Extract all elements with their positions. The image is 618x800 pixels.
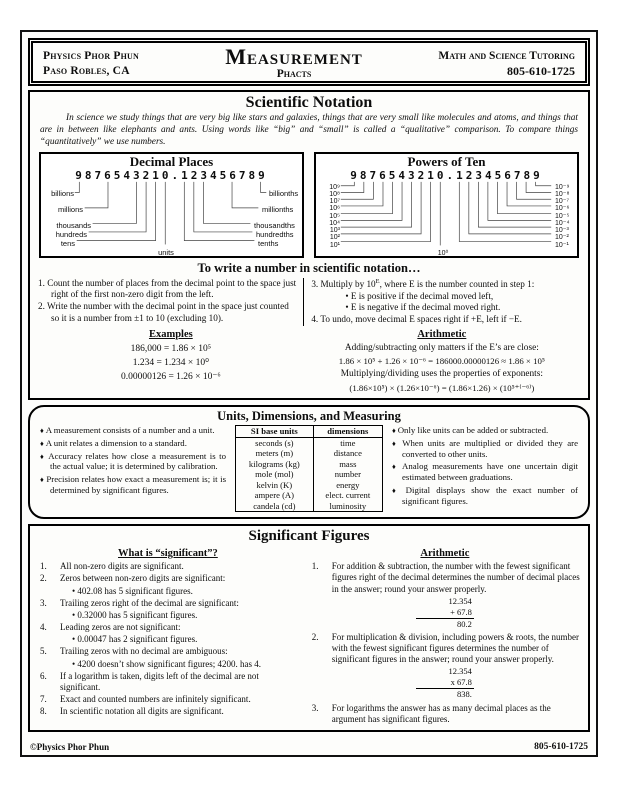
step-2 (38, 301, 296, 324)
power-label-10e4: 10⁴ (329, 219, 340, 227)
diagram-row (39, 152, 579, 258)
decimal-label-thousandths: thousandths (254, 220, 295, 230)
rule-text: Leading zeros are not significant: (60, 622, 181, 633)
si-unit-cell: kilograms (kg) (248, 458, 300, 469)
decimal-label-tens: tens (60, 238, 75, 248)
power-label-10e5: 10⁵ (329, 212, 340, 220)
step-3-bullet-2: • E is negative if the decimal moved right. (311, 302, 580, 313)
power-label-10e8: 10⁸ (329, 190, 340, 198)
decimal-places-title: Decimal Places (129, 153, 214, 169)
step-1-number: 1. (38, 277, 45, 288)
units-bullet-accuracy: ♦ Accuracy relates how close a measurement is to the actual value; it is determined by calibration. (40, 451, 226, 472)
rule-number: 2. (311, 631, 319, 642)
sigfig-rule-5-example: • 4200 doesn’t show significant figures; 4200. has 4. (38, 659, 298, 670)
sigfig-rule-4-example: • 0.00047 has 2 significant figures. (38, 634, 298, 645)
units-bullet-measurement: ♦ A measurement consists of a number and a unit. (40, 425, 226, 436)
power-label-10e0: 10⁰ (437, 249, 449, 257)
decimal-label-millionths: millionths (262, 204, 294, 214)
rule-text: In scientific notation all digits are significant. (60, 706, 224, 717)
units-bullet-multiplied: ♦ When units are multiplied or divided they are converted to other units. (392, 438, 578, 459)
examples-arithmetic-row (38, 328, 580, 394)
si-unit-cell: candela (cd) (253, 500, 296, 511)
rule-number: 5. (40, 646, 47, 657)
arithmetic-block (304, 328, 580, 394)
steps-left-column (38, 278, 303, 327)
sigfig-rule-4 (38, 622, 298, 633)
sigfig-rule-3-example: • 0.32000 has 5 significant figures. (38, 610, 298, 621)
worksheet-page (20, 30, 598, 757)
significant-figures-section (28, 524, 590, 731)
step-4-text: To undo, move decimal E spaces right if +E, left if −E. (320, 313, 522, 324)
powers-of-ten-title: Powers of Ten (407, 153, 486, 169)
footer-phone-number: 805-610-1725 (534, 742, 588, 752)
step-1-text: Count the number of places from the decimal point to the space just right of the first non-zero digit from the left. (47, 277, 297, 299)
what-is-significant-heading: What is “significant”? (118, 547, 218, 559)
header-center (201, 46, 387, 82)
sigfigs-left-column (38, 547, 298, 726)
power-label-10e-4: 10⁻⁴ (555, 219, 570, 227)
sigfig-rule-7 (38, 694, 298, 705)
intro-paragraph: In science we study things that are very big like stars and galaxies, things that are very small like molecules and atoms, and things that are in between like elephants and ants. Using words like “big” and “small” is called a “qualitative” comparison. To compare things “quantitatively” we use numbers. (40, 113, 578, 147)
power-label-10e6: 10⁶ (329, 204, 340, 212)
dimension-cell: energy (313, 480, 382, 490)
power-label-10e-2: 10⁻² (555, 233, 569, 241)
multiplication-work-example (416, 666, 474, 700)
step-3-number: 3. (311, 278, 319, 289)
table-row (236, 448, 383, 458)
phone-number: 805-610-1725 (507, 64, 575, 79)
decimal-label-hundreds: hundreds (55, 229, 87, 239)
power-label-10e-6: 10⁻⁶ (555, 204, 570, 212)
powers-of-ten-diagram (314, 152, 579, 258)
example-1: 186,000 = 1.86 × 10⁵ (130, 343, 212, 354)
power-label-10e-1: 10⁻¹ (555, 241, 569, 249)
sigfig-rule-6 (38, 671, 298, 693)
work-result: 80.2 (457, 618, 472, 629)
power-label-10e7: 10⁷ (329, 197, 340, 205)
si-unit-cell: ampere (A) (254, 490, 295, 501)
header (28, 38, 590, 86)
example-2: 1.234 = 1.234 × 10⁰ (132, 358, 209, 369)
sigfig-rule-8 (38, 706, 298, 717)
sigfigs-arithmetic-heading: Arithmetic (420, 547, 470, 559)
rule-number: 1. (311, 561, 319, 572)
example-3: 0.00000126 = 1.26 × 10⁻⁶ (120, 372, 221, 383)
si-table-header-row (236, 426, 383, 438)
units-bullet-unit: ♦ A unit relates a dimension to a standard. (40, 438, 226, 449)
decimal-label-billionths: billionths (269, 188, 299, 198)
table-row (236, 480, 383, 490)
sigfigs-right-column (310, 547, 580, 726)
dimension-cell: time (313, 438, 382, 449)
power-label-10e-9: 10⁻⁹ (555, 183, 570, 191)
power-label-10e-7: 10⁻⁷ (555, 197, 570, 205)
sigfig-rule-2-example: • 402.08 has 5 significant figures. (38, 586, 298, 597)
rule-number: 2. (40, 573, 47, 584)
step-3-bullet-1: • E is positive if the decimal moved left, (311, 291, 580, 302)
work-operand-2: + 67.8 (416, 607, 474, 619)
scientific-notation-section (28, 90, 590, 400)
step-3 (311, 278, 580, 290)
decimal-label-billions: billions (51, 188, 74, 198)
rule-number: 3. (40, 597, 47, 608)
sigfig-rule-5 (38, 646, 298, 657)
step-1 (38, 278, 296, 301)
units-right-bullets (392, 425, 578, 512)
arith-rule-1 (310, 561, 580, 594)
org-name: Physics Phor Phun (43, 49, 140, 62)
power-label-10e9: 10⁹ (329, 183, 340, 191)
si-unit-cell: mole (mol) (255, 469, 294, 480)
sigfig-rule-1 (38, 561, 298, 572)
power-label-10e-8: 10⁻⁸ (555, 190, 570, 198)
table-row (236, 438, 383, 449)
power-label-10e-3: 10⁻³ (555, 226, 569, 234)
units-bullet-precision: ♦ Precision relates how exact a measurement is; it is determined by significant figures. (40, 474, 226, 495)
work-operand-2: x 67.8 (416, 677, 474, 689)
examples-block (38, 328, 304, 394)
step-2-text: Write the number with the decimal point in the space just counted so it is a number from ±1 to 10 (excluding 10). (47, 301, 289, 323)
arithmetic-heading: Arithmetic (417, 329, 467, 341)
header-right (387, 49, 575, 78)
rule-number: 6. (40, 670, 47, 681)
footer (30, 742, 588, 752)
steps-right-column (303, 278, 580, 327)
sigfigs-columns (38, 547, 580, 726)
step-4 (311, 314, 580, 325)
sigfig-rule-2 (38, 573, 298, 584)
work-result: 838. (457, 689, 472, 700)
rule-number: 3. (311, 702, 319, 713)
si-units-table (235, 425, 383, 512)
rule-number: 7. (40, 694, 47, 704)
table-row (236, 469, 383, 479)
rule-text: Zeros between non-zero digits are significant: (60, 573, 226, 584)
si-units-column-header: SI base units (236, 426, 314, 438)
decimal-places-digits: 9876543210.123456789 (75, 168, 268, 182)
table-row (236, 459, 383, 469)
significant-figures-title: Significant Figures (248, 528, 370, 545)
decimal-label-millions: millions (57, 204, 83, 214)
si-units-table-wrapper (235, 425, 383, 512)
units-bullet-like-units: ♦ Only like units can be added or subtracted. (392, 425, 578, 436)
units-bullet-analog: ♦ Analog measurements have one uncertain digit estimated between graduations. (392, 461, 578, 482)
power-label-10e1: 10¹ (329, 241, 340, 249)
tutoring-label: Math and Science Tutoring (438, 50, 575, 63)
table-row (236, 490, 383, 500)
units-dimensions-section (28, 405, 590, 519)
scientific-notation-title: Scientific Notation (245, 94, 373, 111)
dimension-cell: distance (313, 448, 382, 458)
dimension-cell: number (313, 469, 382, 479)
rule-text: For addition & subtraction, the number with the fewest significant figures right of the decimal determines the number of decimal places in the answer; round your answer properly. (331, 561, 580, 594)
units-left-bullets (40, 425, 226, 512)
arith-rule-2 (310, 632, 580, 665)
si-unit-cell: seconds (s) (255, 438, 294, 448)
table-row (236, 501, 383, 512)
page-title: Measurement (225, 44, 363, 69)
rule-text: For logarithms the answer has as many decimal places as the argument has significant figures. (331, 702, 551, 724)
units-body (40, 425, 578, 512)
units-bullet-digital: ♦ Digital displays show the exact number of significant figures. (392, 485, 578, 506)
rule-text: All non-zero digits are significant. (60, 561, 184, 572)
rule-number: 4. (40, 622, 47, 633)
arithmetic-rule-add: Adding/subtracting only matters if the E’s are close: (344, 342, 539, 353)
rule-text: Trailing zeros right of the decimal are significant: (60, 597, 239, 608)
arithmetic-add-example: 1.86 × 10⁵ + 1.26 × 10⁻⁶ = 186000.00000126 ≈ 1.86 × 10⁵ (338, 356, 545, 367)
work-operand-1: 12.354 (448, 666, 472, 677)
units-section-title: Units, Dimensions, and Measuring (217, 409, 401, 424)
step-4-number: 4. (311, 313, 319, 324)
rule-text: Exact and counted numbers are infinitely significant. (60, 694, 251, 704)
org-location: Paso Robles, CA (43, 64, 130, 77)
examples-heading: Examples (148, 329, 193, 341)
dimensions-column-header: dimensions (313, 426, 382, 438)
copyright-text: ©Physics Phor Phun (30, 742, 110, 752)
arithmetic-rule-multiply: Multiplying/dividing uses the properties of exponents: (340, 369, 543, 380)
write-number-heading: To write a number in scientific notation… (197, 260, 421, 275)
dimension-cell: luminosity (313, 501, 382, 512)
rule-text: Trailing zeros with no decimal are ambiguous: (60, 646, 228, 657)
step-2-number: 2. (38, 301, 45, 312)
rule-text: If a logarithm is taken, digits left of the decimal are not significant. (60, 670, 259, 692)
notation-steps (38, 278, 580, 327)
addition-work-example (416, 596, 474, 630)
rule-text: For multiplication & division, including powers & roots, the number with the fewest significant figures determines the number of significant figures in the answer; round your answer properly. (331, 631, 580, 665)
page-subtitle: Phacts (276, 68, 312, 80)
work-operand-1: 12.354 (448, 595, 472, 606)
header-left (43, 49, 201, 79)
arithmetic-multiply-example: (1.86×10⁵) × (1.26×10⁻⁶) = (1.86×1.26) × (10⁵⁺⁽⁻⁶⁾) (349, 382, 535, 393)
power-label-10e2: 10² (329, 233, 340, 241)
si-unit-cell: kelvin (K) (256, 479, 293, 490)
powers-of-ten-digits: 9876543210.123456789 (350, 168, 543, 182)
power-label-10e-5: 10⁻⁵ (555, 212, 570, 220)
arith-rule-3 (310, 703, 580, 725)
rule-number: 1. (40, 561, 47, 572)
si-unit-cell: meters (m) (255, 448, 294, 459)
dimension-cell: elect. current (313, 490, 382, 500)
dimension-cell: mass (313, 459, 382, 469)
rule-number: 8. (40, 706, 47, 717)
sigfig-rule-3 (38, 598, 298, 609)
step-3-text-pre: Multiply by 10 (320, 278, 376, 289)
step-3-exponent: E (375, 277, 380, 285)
decimal-places-diagram (39, 152, 304, 258)
decimal-label-hundredths: hundredths (256, 229, 294, 239)
decimal-label-units: units (158, 247, 174, 257)
decimal-label-thousands: thousands (56, 220, 91, 230)
decimal-label-tenths: tenths (258, 238, 279, 248)
step-3-text-post: , where E is the number counted in step 1: (379, 278, 535, 289)
power-label-10e3: 10³ (329, 226, 340, 234)
